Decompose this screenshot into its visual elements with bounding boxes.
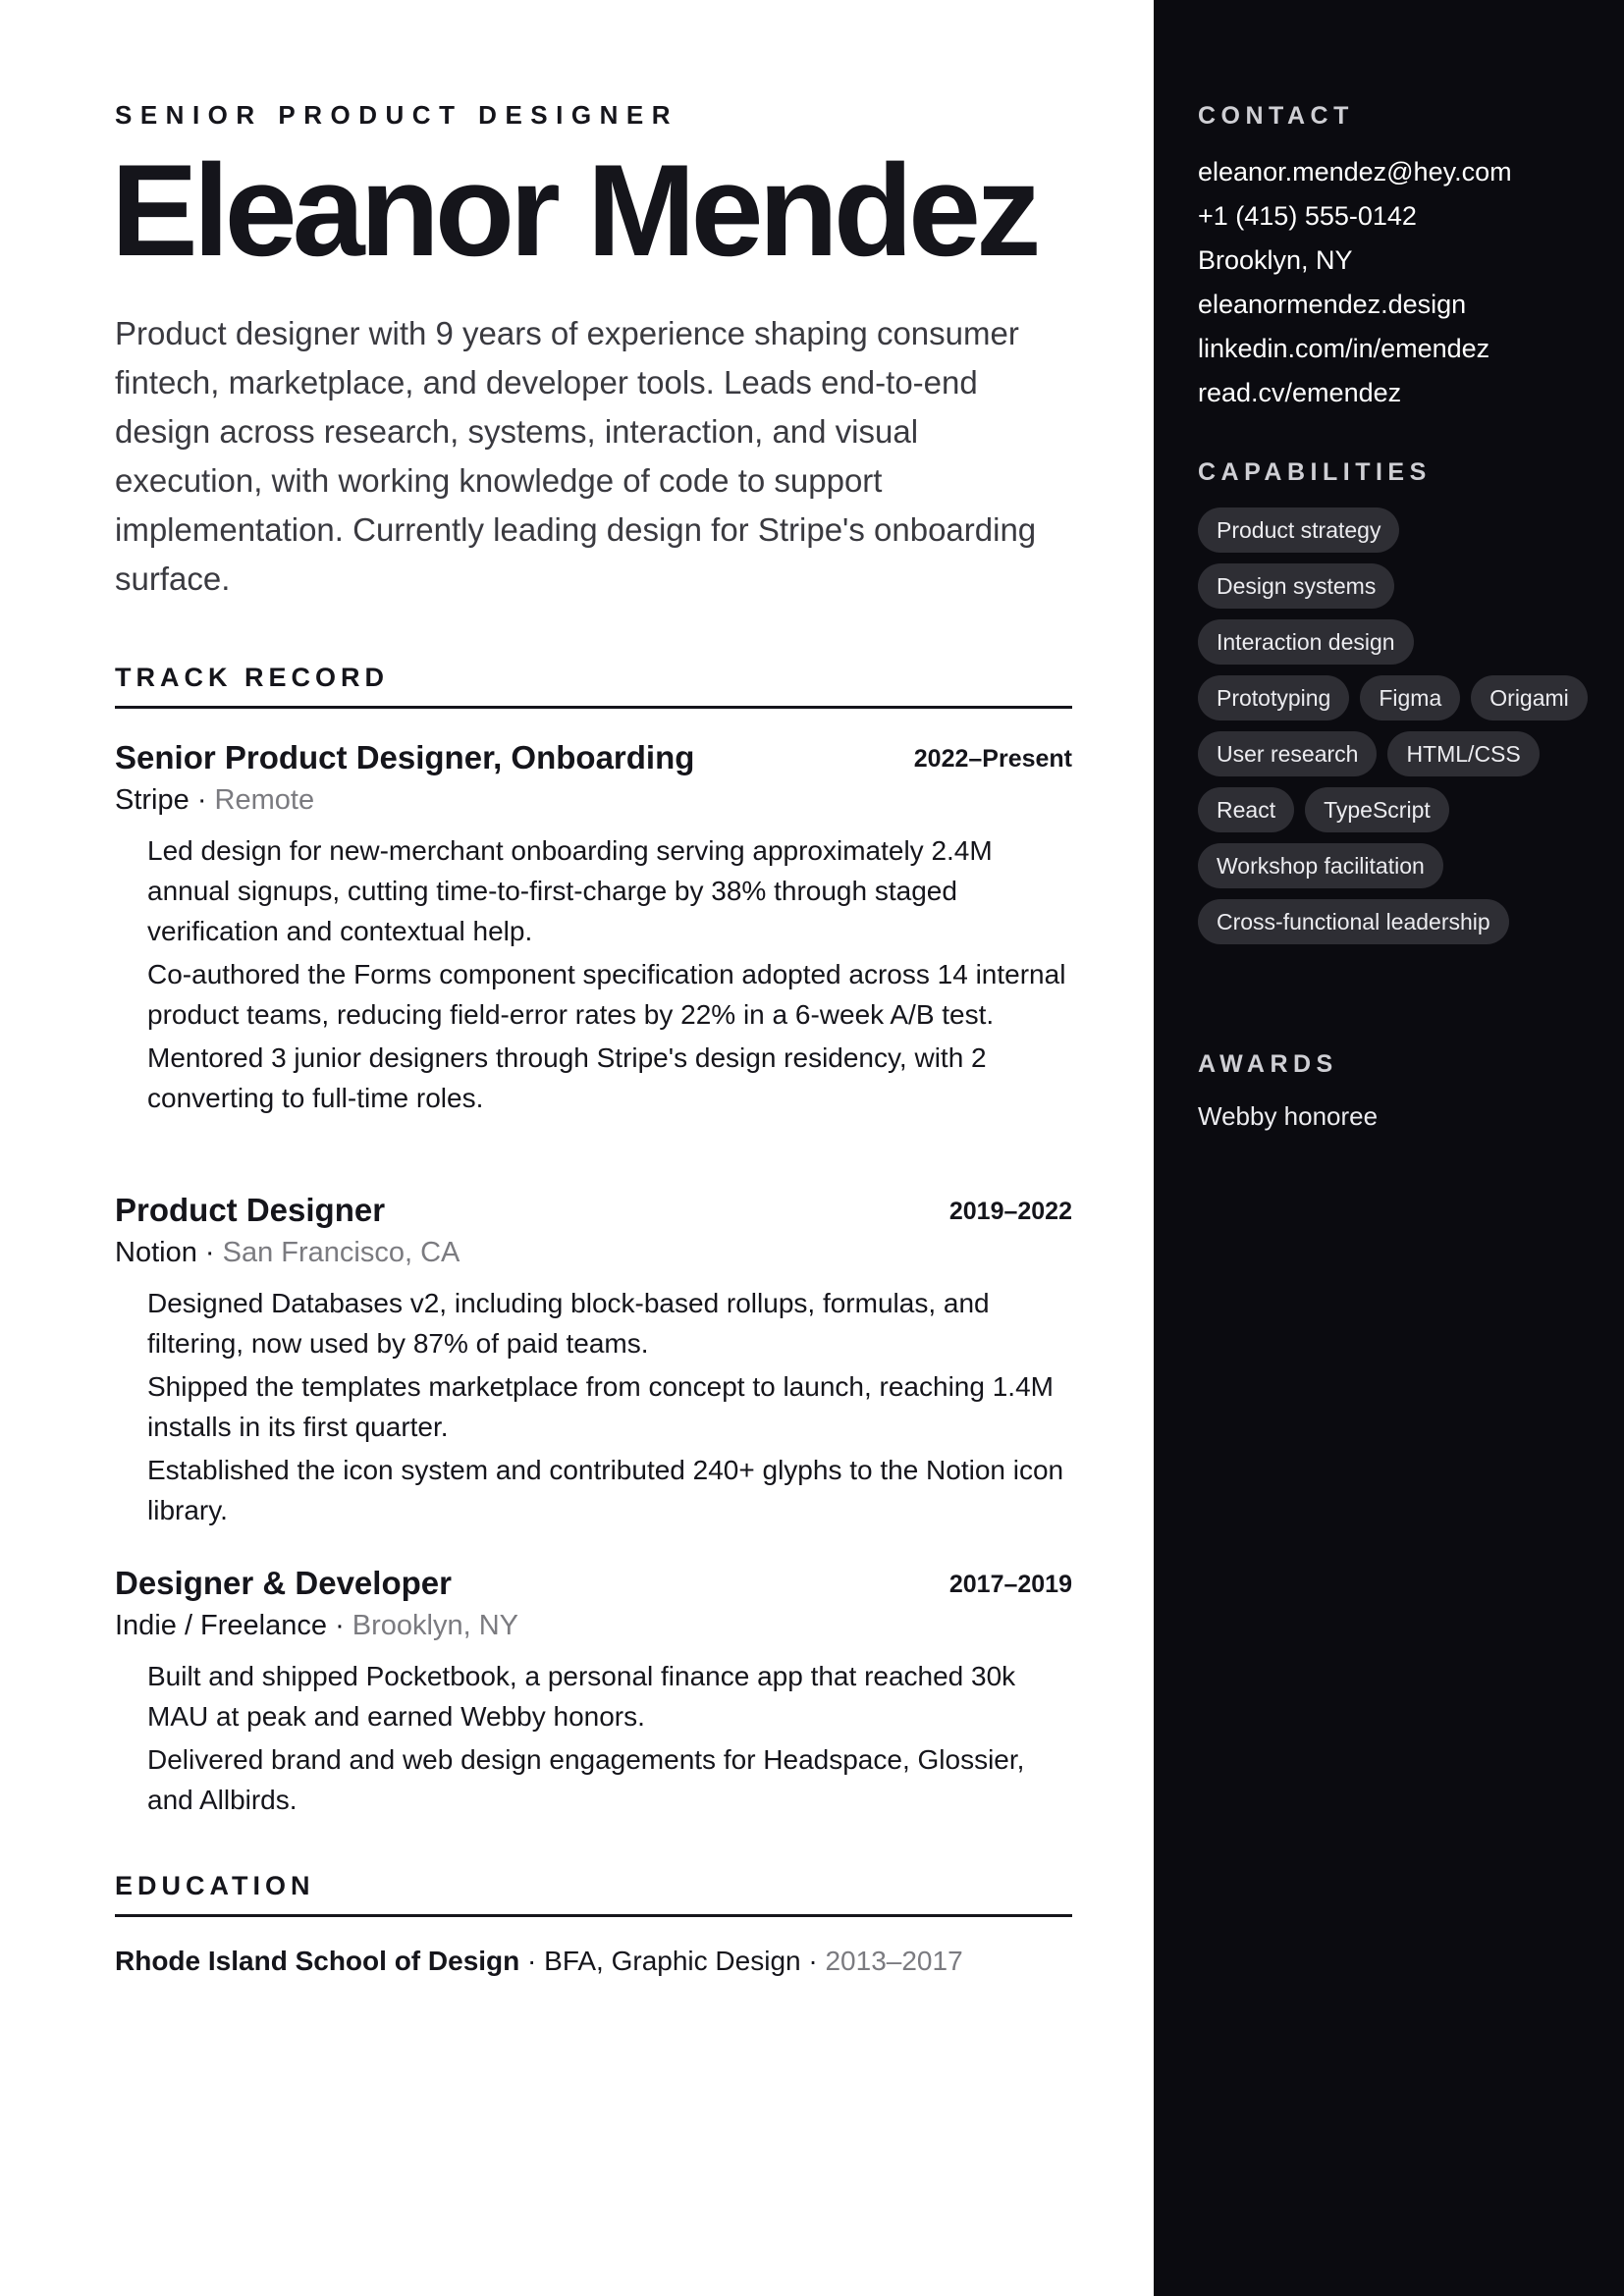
bullet-item: Shipped the templates marketplace from concept to launch, reaching 1.4M installs in its first quarter.	[147, 1371, 1054, 1442]
capability-tag: Figma	[1360, 675, 1460, 721]
job-dates: 2022–Present	[913, 745, 1072, 773]
job-organization	[115, 779, 1072, 821]
capability-tag: TypeScript	[1305, 787, 1449, 832]
job-entry-freelance	[115, 1562, 1072, 1823]
job-organization	[115, 1232, 1072, 1273]
capability-tag: Workshop facilitation	[1198, 843, 1443, 888]
capability-tag: HTML/CSS	[1387, 731, 1539, 776]
job-title: Product Designer	[115, 1192, 386, 1228]
capability-tag: Product strategy	[1198, 507, 1399, 553]
school-name: Rhode Island School of Design	[115, 1946, 520, 1976]
contact-heading: CONTACT	[1198, 102, 1354, 130]
bullet-item: Established the icon system and contributed 240+ glyphs to the Notion icon library.	[147, 1455, 1064, 1525]
job-entry-stripe	[115, 736, 1072, 1121]
capabilities-tags	[1198, 507, 1610, 944]
job-bullets	[115, 830, 1072, 1118]
job-header	[115, 736, 1072, 779]
separator: ·	[196, 1237, 223, 1268]
education-heading: EDUCATION	[115, 1871, 1072, 1917]
separator: ·	[189, 784, 215, 816]
capability-tag: Design systems	[1198, 563, 1394, 609]
contact-readcv[interactable]: read.cv/emendez	[1198, 378, 1402, 407]
education-entry	[115, 1942, 963, 1981]
job-location: Brooklyn, NY	[352, 1610, 519, 1641]
job-location: San Francisco, CA	[222, 1237, 460, 1268]
contact-phone[interactable]: +1 (415) 555-0142	[1198, 201, 1417, 231]
education-dates: 2013–2017	[825, 1946, 963, 1976]
job-title: Senior Product Designer, Onboarding	[115, 739, 695, 775]
capability-tag: User research	[1198, 731, 1377, 776]
job-header	[115, 1562, 1072, 1605]
job-title: Designer & Developer	[115, 1565, 452, 1601]
job-location: Remote	[214, 784, 315, 816]
contact-list	[1198, 150, 1512, 415]
candidate-name: Eleanor Mendez	[111, 138, 1037, 284]
capability-tag: Origami	[1471, 675, 1588, 721]
contact-location: Brooklyn, NY	[1198, 245, 1353, 275]
sidebar	[1154, 0, 1624, 2296]
company-name: Stripe	[115, 784, 189, 816]
capability-tag: React	[1198, 787, 1294, 832]
awards-heading: AWARDS	[1198, 1050, 1338, 1078]
contact-website[interactable]: eleanormendez.design	[1198, 290, 1467, 319]
capability-tag: Cross-functional leadership	[1198, 899, 1509, 944]
job-title-eyebrow: SENIOR PRODUCT DESIGNER	[115, 100, 678, 130]
separator: ·	[327, 1610, 352, 1641]
track-record-heading: TRACK RECORD	[115, 663, 1072, 709]
company-name: Notion	[115, 1237, 197, 1268]
contact-linkedin[interactable]: linkedin.com/in/emendez	[1198, 334, 1490, 363]
degree: BFA, Graphic Design	[544, 1946, 801, 1976]
bullet-item: Led design for new-merchant onboarding serving approximately 2.4M annual signups, cutting time-to-first-charge by 38% through staged verification and contextual help.	[147, 835, 993, 946]
separator: ·	[519, 1946, 545, 1976]
job-dates: 2019–2022	[948, 1198, 1072, 1225]
award-item: Webby honoree	[1198, 1101, 1379, 1131]
bullet-item: Mentored 3 junior designers through Stripe's design residency, with 2 converting to full-time roles.	[147, 1042, 987, 1113]
separator: ·	[800, 1946, 826, 1976]
job-bullets	[115, 1283, 1072, 1530]
job-organization	[115, 1605, 1072, 1646]
summary-paragraph: Product designer with 9 years of experience shaping consumer fintech, marketplace, and developer tools. Leads end-to-end design across research, systems, interaction, and visual execution, with working knowledge of code to support implementation. Currently leading design for Stripe's onboarding surface.	[115, 315, 1037, 597]
job-bullets	[115, 1656, 1072, 1820]
job-entry-notion	[115, 1189, 1072, 1533]
capability-tag: Interaction design	[1198, 619, 1414, 665]
bullet-item: Built and shipped Pocketbook, a personal finance app that reached 30k MAU at peak and earned Webby honors.	[147, 1661, 1016, 1732]
bullet-item: Designed Databases v2, including block-based rollups, formulas, and filtering, now used by 87% of paid teams.	[147, 1288, 990, 1359]
capabilities-heading: CAPABILITIES	[1198, 458, 1432, 486]
contact-email[interactable]: eleanor.mendez@hey.com	[1198, 157, 1512, 187]
bullet-item: Co-authored the Forms component specification adopted across 14 internal product teams, reducing field-error rates by 22% in a 6-week A/B test.	[147, 959, 1066, 1030]
bullet-item: Delivered brand and web design engagements for Headspace, Glossier, and Allbirds.	[147, 1744, 1025, 1815]
job-header	[115, 1189, 1072, 1232]
job-dates: 2017–2019	[948, 1571, 1072, 1598]
company-name: Indie / Freelance	[115, 1610, 328, 1641]
capability-tag: Prototyping	[1198, 675, 1349, 721]
